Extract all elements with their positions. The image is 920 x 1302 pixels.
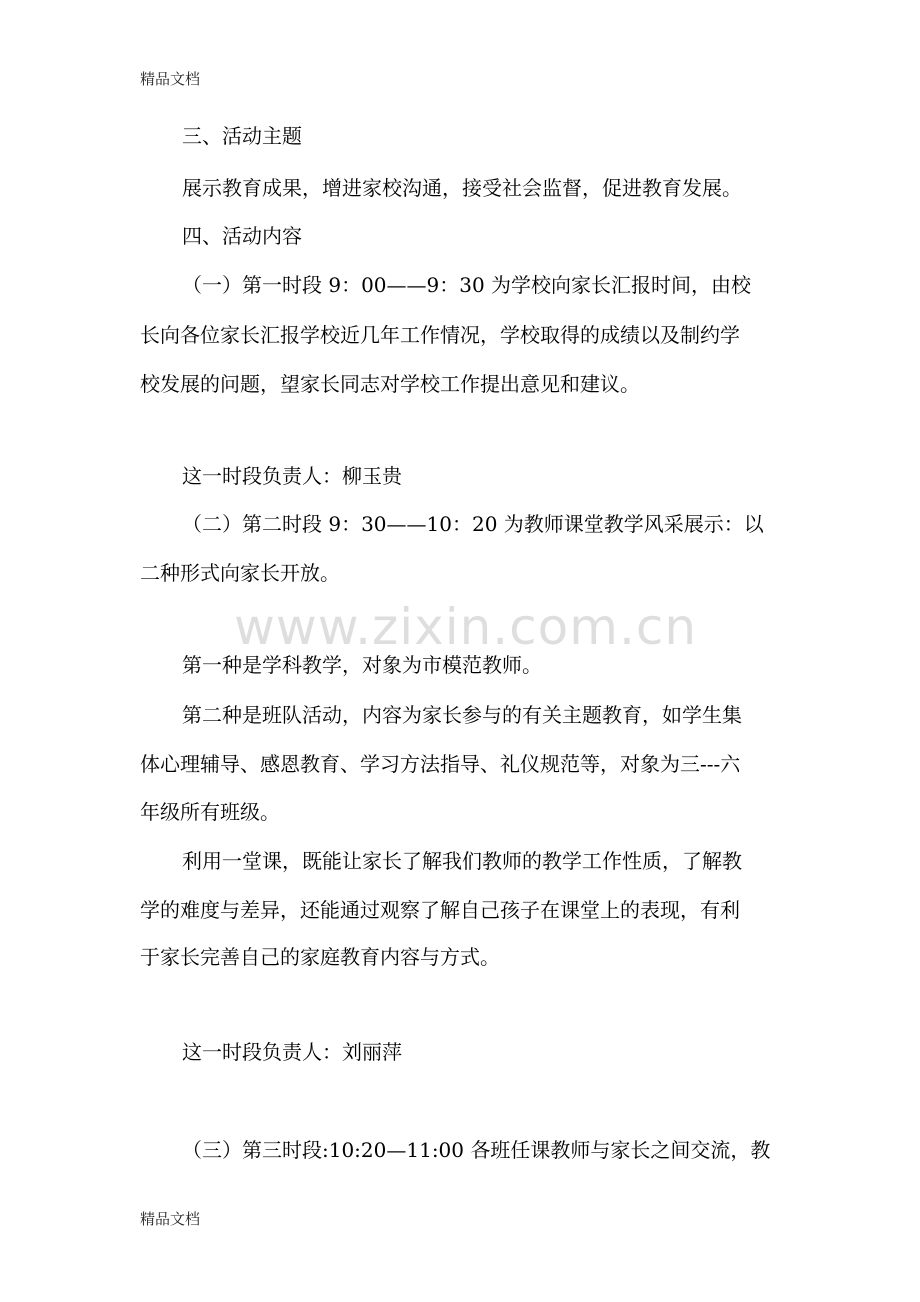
paragraph-line: 二种形式向家长开放。 [140,561,340,585]
paragraph-line: 这一时段负责人：柳玉贵 [182,464,402,488]
paragraph-line: 利用一堂课，既能让家长了解我们教师的教学工作性质，了解教 [182,849,742,873]
paragraph-line: 第二种是班队活动，内容为家长参与的有关主题教育，如学生集 [182,703,742,727]
section-heading-content: 四、活动内容 [182,224,302,248]
paragraph-line: 校发展的问题，望家长同志对学校工作提出意见和建议。 [140,372,640,396]
paragraph-line: （三）第三时段:10:20—11:00 各班任课教师与家长之间交流，教 [182,1138,771,1162]
paragraph-line: 于家长完善自己的家庭教育内容与方式。 [140,945,500,969]
paragraph-line: 长向各位家长汇报学校近几年工作情况，学校取得的成绩以及制约学 [140,323,740,347]
section-heading-theme: 三、活动主题 [182,124,302,148]
paragraph-line: 体心理辅导、感恩教育、学习方法指导、礼仪规范等，对象为三---六 [140,752,741,776]
footer-label: 精品文档 [140,1210,201,1228]
paragraph-line: 这一时段负责人：刘丽萍 [182,1040,402,1064]
paragraph-line: （一）第一时段 9：00——9：30 为学校向家长汇报时间，由校 [182,273,752,297]
paragraph-line: 年级所有班级。 [140,800,280,824]
paragraph-line: 学的难度与差异，还能通过观察了解自己孩子在课堂上的表现，有利 [140,898,740,922]
paragraph-line: （二）第二时段 9：30——10：20 为教师课堂教学风采展示：以 [182,512,764,536]
paragraph-line: 第一种是学科教学，对象为市模范教师。 [182,653,542,677]
watermark: www.zixin.com.cn [234,598,698,656]
header-label: 精品文档 [140,70,201,88]
paragraph-line: 展示教育成果，增进家校沟通，接受社会监督，促进教育发展。 [182,176,742,200]
